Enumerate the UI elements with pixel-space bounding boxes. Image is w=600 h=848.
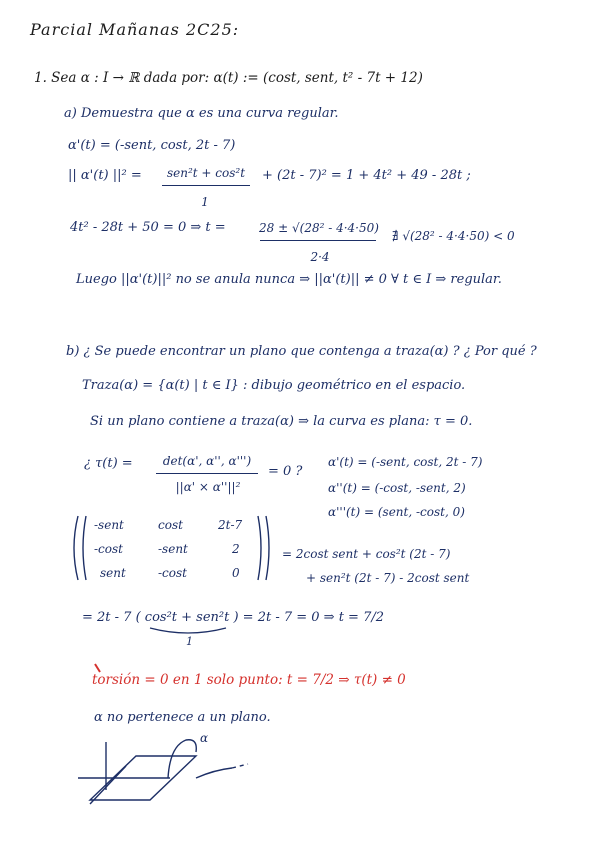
torsion-warning: torsión = 0 en 1 solo punto: t = 7/2 ⇒ τ(t) ≠ 0 (92, 672, 406, 688)
sketch-curve-dashed (232, 764, 248, 768)
norm-fraction-top: sen²t + cos²t (166, 166, 246, 180)
plane-note: Si un plano contiene a traza(α) ⇒ la curva es plana: τ = 0. (90, 414, 473, 429)
sketch-y-axis (90, 766, 126, 804)
matrix-left-bar-outer (74, 516, 78, 580)
matrix-cell: -sent (158, 542, 188, 556)
derivative-2: α''(t) = (-cost, -sent, 2) (328, 481, 466, 495)
quadratic-denominator: 2·4 (310, 250, 330, 264)
torsion-question: = 0 ? (268, 464, 303, 479)
quadratic-note: ∄ √(28² - 4·4·50) < 0 (392, 229, 515, 243)
problem-statement: 1. Sea α : I → ℝ dada por: α(t) := (cost, sent, t² - 7t + 12) (34, 70, 423, 86)
torsion-numerator: det(α', α'', α''') (162, 454, 252, 468)
simplification-under: 1 (186, 635, 193, 648)
matrix-cell: 0 (232, 566, 240, 580)
derivative-3: α'''(t) = (sent, -cost, 0) (328, 505, 465, 519)
derivative-1: α'(t) = (-sent, cost, 2t - 7) (328, 455, 483, 469)
determinant-line-2: + sen²t (2t - 7) - 2cost sent (306, 571, 470, 585)
norm-fraction-bottom: 1 (201, 195, 209, 209)
sketch-curve-label: α (200, 731, 209, 745)
final-conclusion: α no pertenece a un plano. (94, 710, 271, 725)
matrix-cell: -cost (94, 542, 123, 556)
matrix-cell: sent (100, 566, 126, 580)
matrix-right-bar-outer (266, 516, 269, 580)
simplification-underbrace (150, 628, 226, 633)
quadratic-numerator: 28 ± √(28² - 4·4·50) (259, 221, 379, 235)
sketch-curve-lower (196, 768, 232, 778)
warning-mark (95, 664, 100, 672)
matrix-cell: -cost (158, 566, 187, 580)
matrix-cell: 2 (232, 542, 240, 556)
matrix-cell: -sent (94, 518, 124, 532)
matrix-cell: 2t-7 (218, 518, 243, 532)
matrix-cell: cost (158, 518, 183, 532)
quadratic-lhs: 4t² - 28t + 50 = 0 ⇒ t = (70, 220, 226, 235)
part-a-question: a) Demuestra que α es una curva regular. (64, 106, 339, 121)
torsion-lhs: ¿ τ(t) = (84, 456, 133, 471)
matrix-right-bar-inner (258, 516, 261, 580)
page-title: Parcial Mañanas 2C25: (30, 20, 240, 39)
torsion-denominator: ||α' × α''||² (175, 480, 241, 494)
determinant-line-1: = 2cost sent + cos²t (2t - 7) (282, 547, 451, 561)
part-b-question: b) ¿ Se puede encontrar un plano que contenga a traza(α) ? ¿ Por qué ? (66, 344, 537, 359)
matrix-left-bar-inner (83, 516, 86, 580)
norm-rest: + (2t - 7)² = 1 + 4t² + 49 - 28t ; (262, 168, 471, 183)
part-a-conclusion: Luego ||α'(t)||² no se anula nunca ⇒ ||α'(t)|| ≠ 0 ∀ t ∈ I ⇒ regular. (76, 272, 502, 287)
simplification: = 2t - 7 ( cos²t + sen²t ) = 2t - 7 = 0 ⇒ t = 7/2 (82, 610, 385, 625)
norm-lhs: || α'(t) ||² = (68, 168, 142, 183)
first-derivative: α'(t) = (-sent, cost, 2t - 7) (68, 138, 236, 153)
trace-definition: Traza(α) = {α(t) | t ∈ I} : dibujo geométrico en el espacio. (82, 378, 466, 393)
